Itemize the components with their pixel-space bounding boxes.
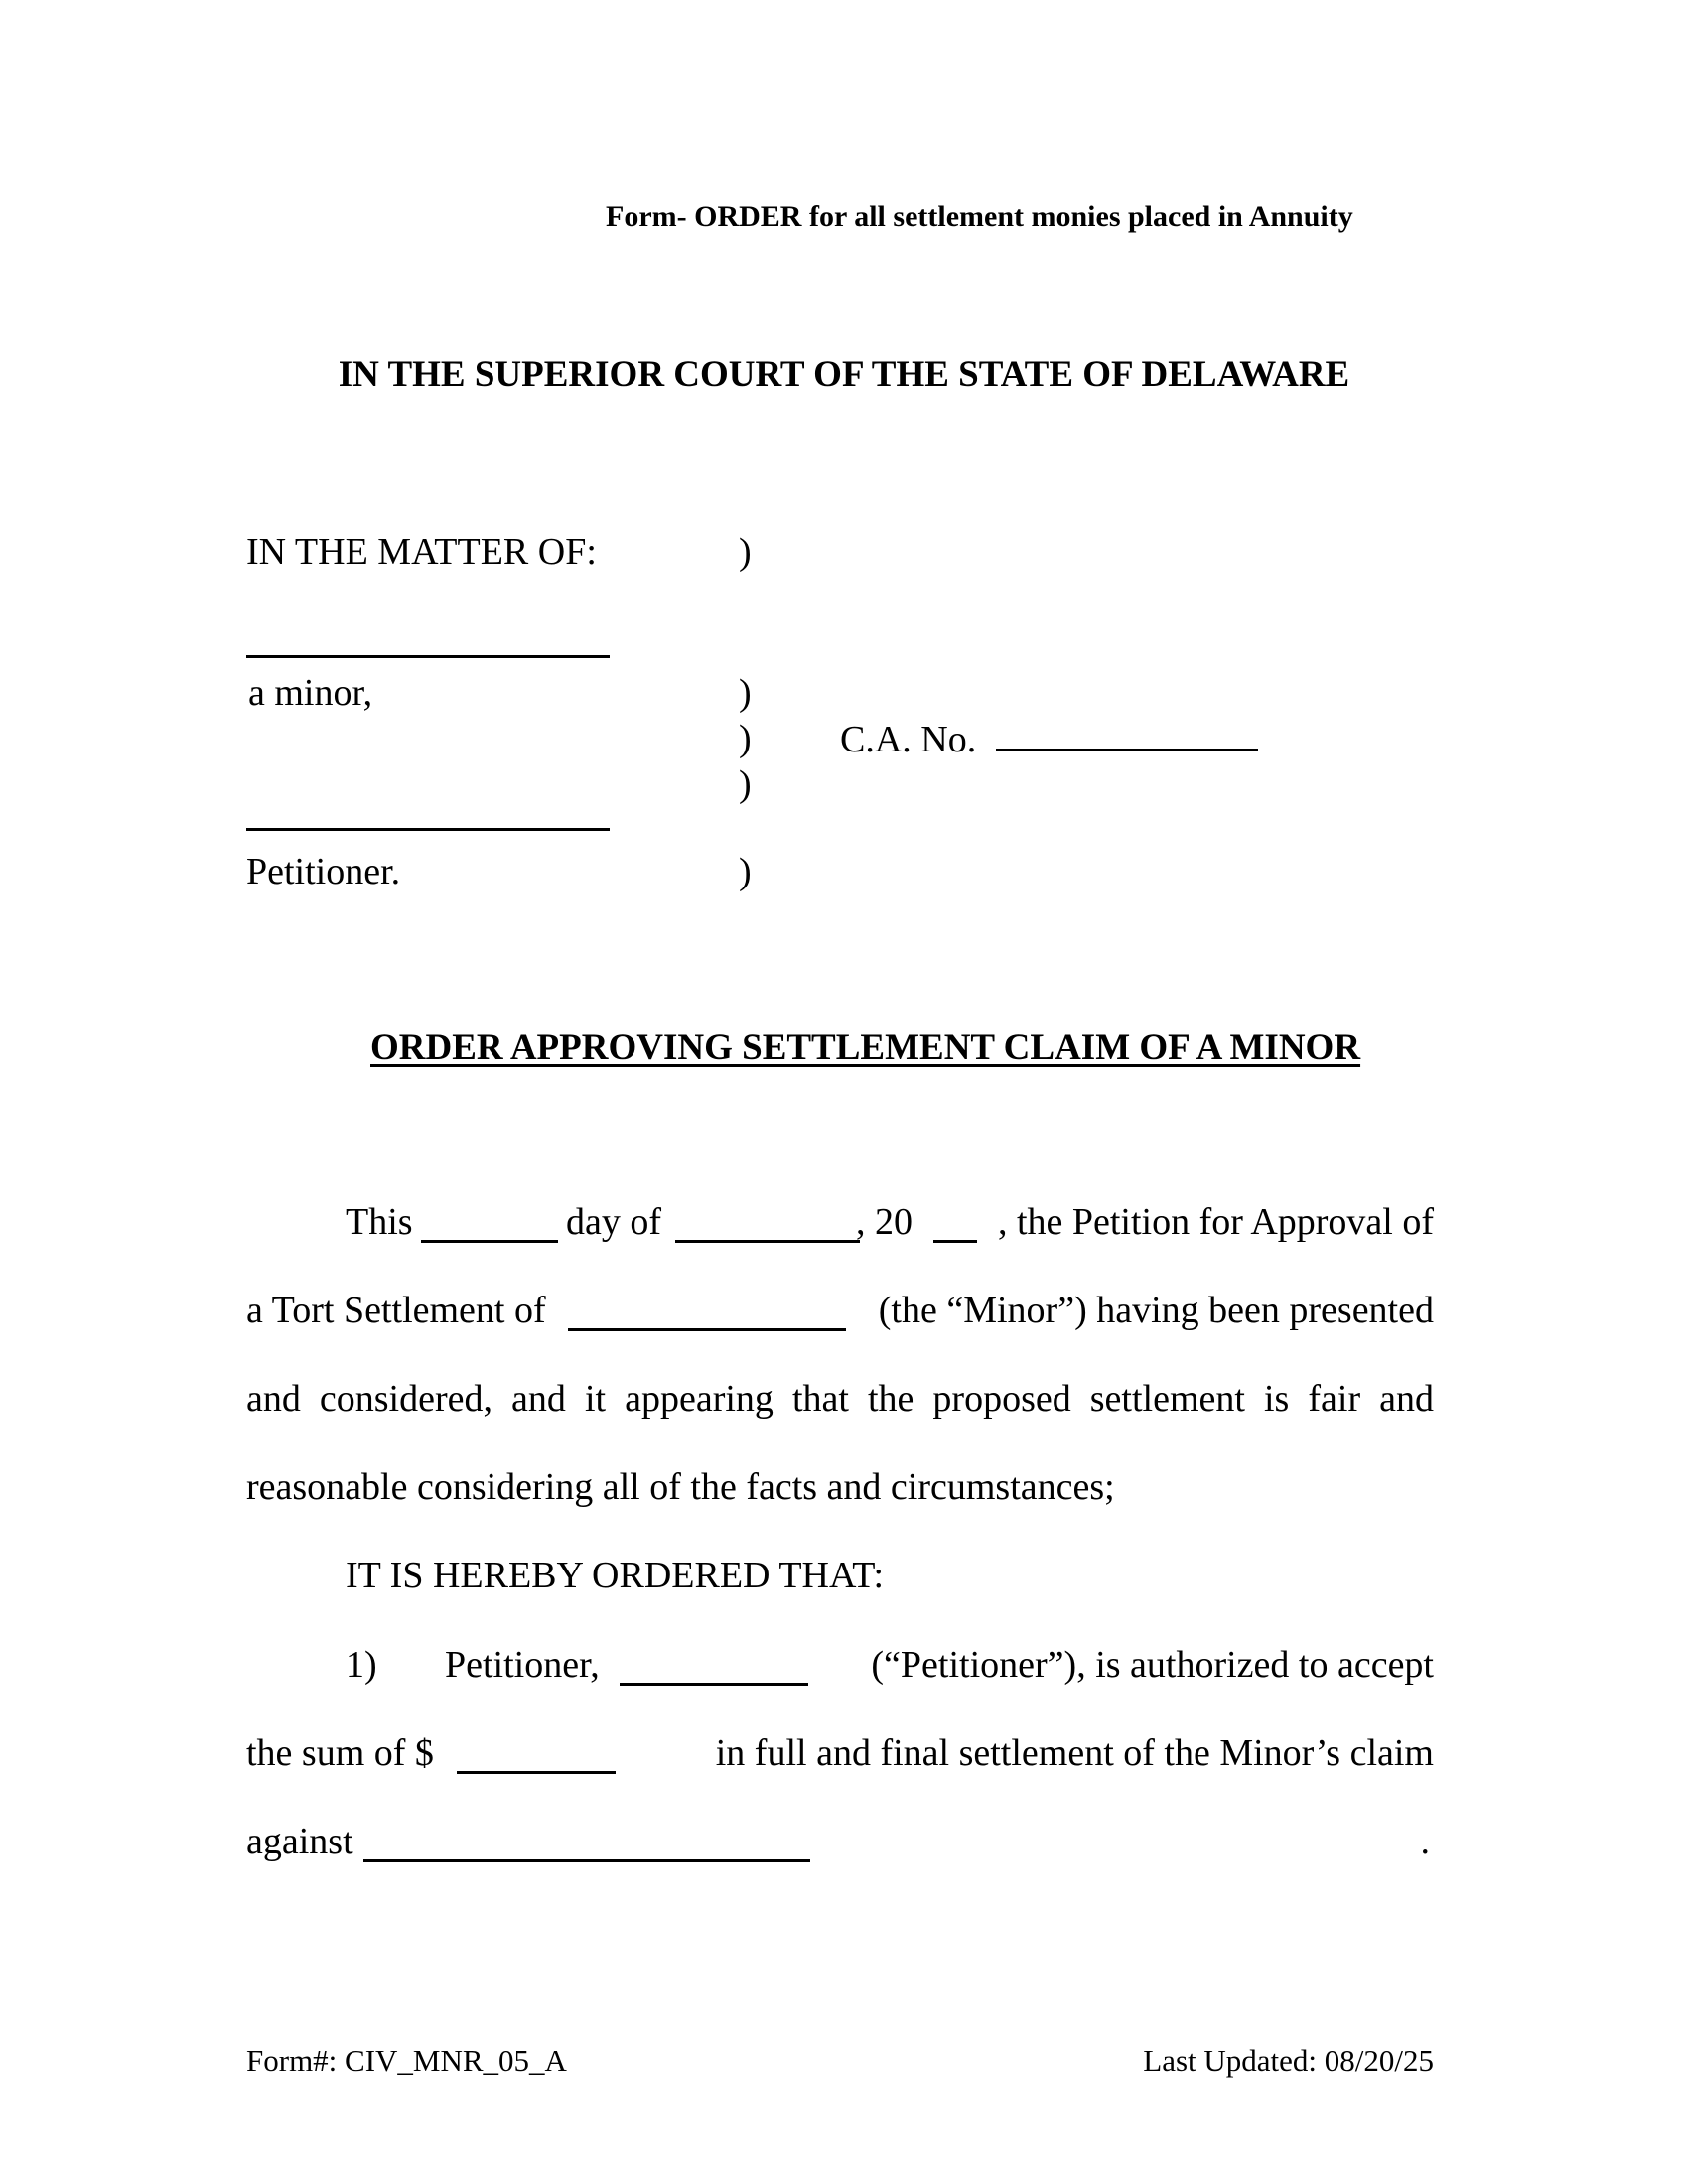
tort-settlement-text: a Tort Settlement of (246, 1290, 546, 1331)
ordered-text: IT IS HEREBY ORDERED THAT: (346, 1555, 885, 1596)
caption-paren: ) (739, 531, 752, 573)
period: . (1420, 1821, 1430, 1862)
year-prefix-text: , 20 (856, 1201, 913, 1243)
ca-number-blank[interactable] (996, 717, 1258, 751)
item-number: 1) (346, 1644, 377, 1686)
body-line-4: reasonable considering all of the facts and circumstances; (246, 1466, 1115, 1508)
caption-paren: ) (739, 851, 752, 892)
day-blank[interactable] (421, 1208, 558, 1243)
caption-paren: ) (739, 763, 752, 805)
this-text: This (346, 1201, 413, 1243)
caption-paren: ) (739, 672, 752, 714)
sum-text: the sum of $ (246, 1732, 434, 1774)
day-of-text: day of (566, 1201, 662, 1243)
amount-blank[interactable] (457, 1739, 616, 1774)
petitioner-label: Petitioner. (246, 851, 401, 892)
defendant-blank[interactable] (363, 1828, 810, 1862)
month-blank[interactable] (675, 1208, 860, 1243)
form-number: Form#: CIV_MNR_05_A (246, 2043, 567, 2078)
minor-name-line[interactable] (246, 655, 610, 658)
year-blank[interactable] (933, 1208, 977, 1243)
ca-no-label: C.A. No. (840, 719, 977, 760)
settlement-text: in full and final settlement of the Minor’s claim (715, 1732, 1434, 1774)
petition-text: , the Petition for Approval of (997, 1201, 1434, 1243)
minor-name-blank[interactable] (568, 1297, 846, 1331)
body-line-3: and considered, and it appearing that the proposed settlement is fair and (246, 1378, 1434, 1420)
form-label: Form- ORDER for all settlement monies placed in Annuity (606, 201, 1353, 233)
petitioner-name-blank[interactable] (620, 1651, 808, 1686)
petitioner-text: Petitioner, (445, 1644, 600, 1686)
caption-paren: ) (739, 718, 752, 759)
authorized-text: (“Petitioner”), is authorized to accept (871, 1644, 1434, 1686)
last-updated: Last Updated: 08/20/25 (1143, 2043, 1434, 2078)
order-title: ORDER APPROVING SETTLEMENT CLAIM OF A MINOR (370, 1027, 1361, 1068)
minor-label: a minor, (248, 672, 373, 714)
petitioner-name-line[interactable] (246, 828, 610, 831)
ca-number (840, 717, 1258, 761)
against-text: against (246, 1821, 353, 1862)
minor-presented-text: (the “Minor”) having been presented (878, 1290, 1434, 1331)
court-title: IN THE SUPERIOR COURT OF THE STATE OF DELAWARE (338, 354, 1350, 395)
matter-of-label: IN THE MATTER OF: (246, 531, 597, 573)
